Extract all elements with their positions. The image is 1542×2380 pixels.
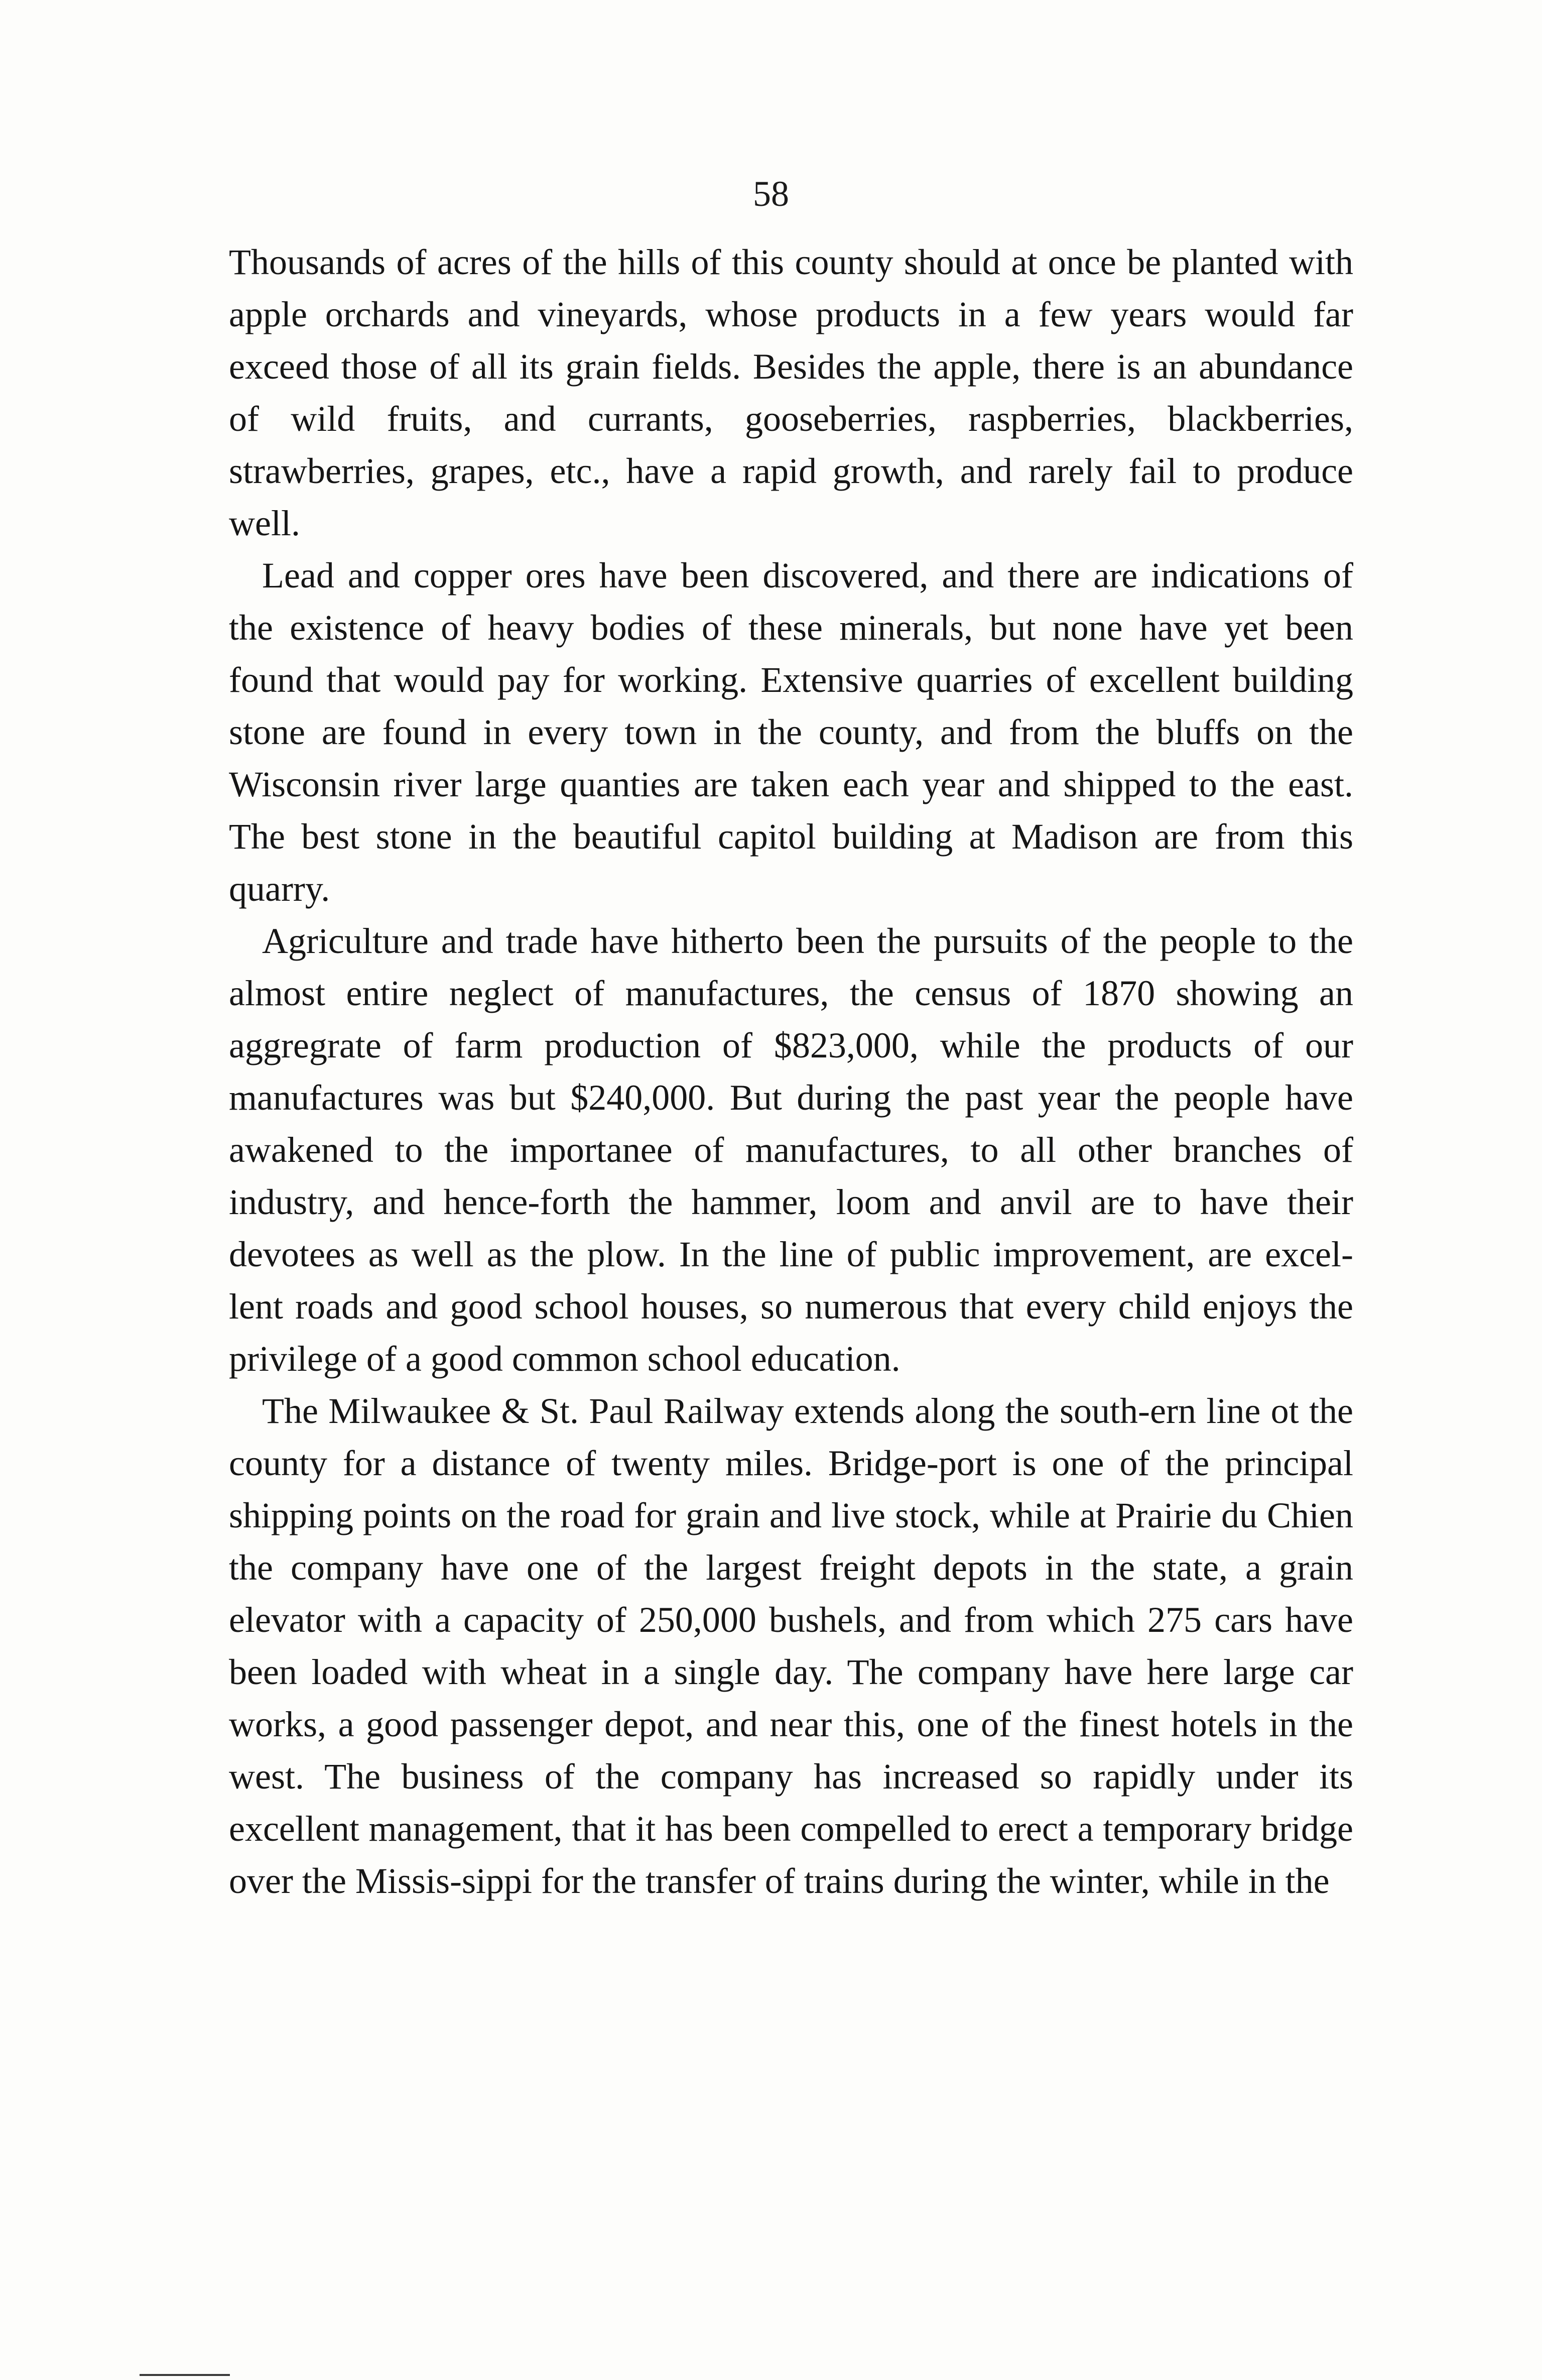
paragraph-minerals: Lead and copper ores have been discovered, and there are indications of the existence of heavy bodies of these minerals, but none have yet been found that would pay for working. Extensive quarries of excellent building stone are found in every town in the county, and from the bluffs on the Wisconsin river large quanties are taken each year and shipped to the east. The best stone in the beautiful capitol building at Madison are from this quarry. <box>229 555 1353 909</box>
page-edge-mark <box>140 2374 230 2376</box>
paragraph-fruits: Thousands of acres of the hills of this county should at once be planted with apple orchards and vineyards, whose products in a few years would far exceed those of all its grain fields. Besides the apple, there is an abundance of wild fruits, and currants, gooseberries, raspberries, blackberries, strawberries, grapes, etc., have a rapid growth, and rarely fail to produce well. <box>229 242 1353 543</box>
paragraph-railway: The Milwaukee & St. Paul Railway extends along the south-ern line ot the county for a distance of twenty miles. Bridge-port is one of the principal shipping points on the road for grain and live stock, while at Prairie du Chien the company have one of the largest freight depots in the state, a grain elevator with a capacity of 250,000 bushels, and from which 275 cars have been loaded with wheat in a single day. The company have here large car works, a good passenger depot, and near this, one of the finest hotels in the west. The business of the company has increased so rapidly under its excellent management, that it has been compelled to erect a temporary bridge over the Missis-sippi for the transfer of trains during the winter, while in the <box>229 1391 1353 1901</box>
body-text <box>229 236 1353 1907</box>
page-number: 58 <box>753 174 789 214</box>
paragraph-agriculture: Agriculture and trade have hitherto been the pursuits of the people to the almost entire neglect of manufactures, the census of 1870 showing an aggregrate of farm production of $823,000, while the products of our manufactures was but $240,000. But during the past year the people have awakened to the importanee of manufactures, to all other branches of industry, and hence-forth the hammer, loom and anvil are to have their devotees as well as the plow. In the line of public improvement, are excel-lent roads and good school houses, so numerous that every child enjoys the privilege of a good common school education. <box>229 921 1353 1379</box>
